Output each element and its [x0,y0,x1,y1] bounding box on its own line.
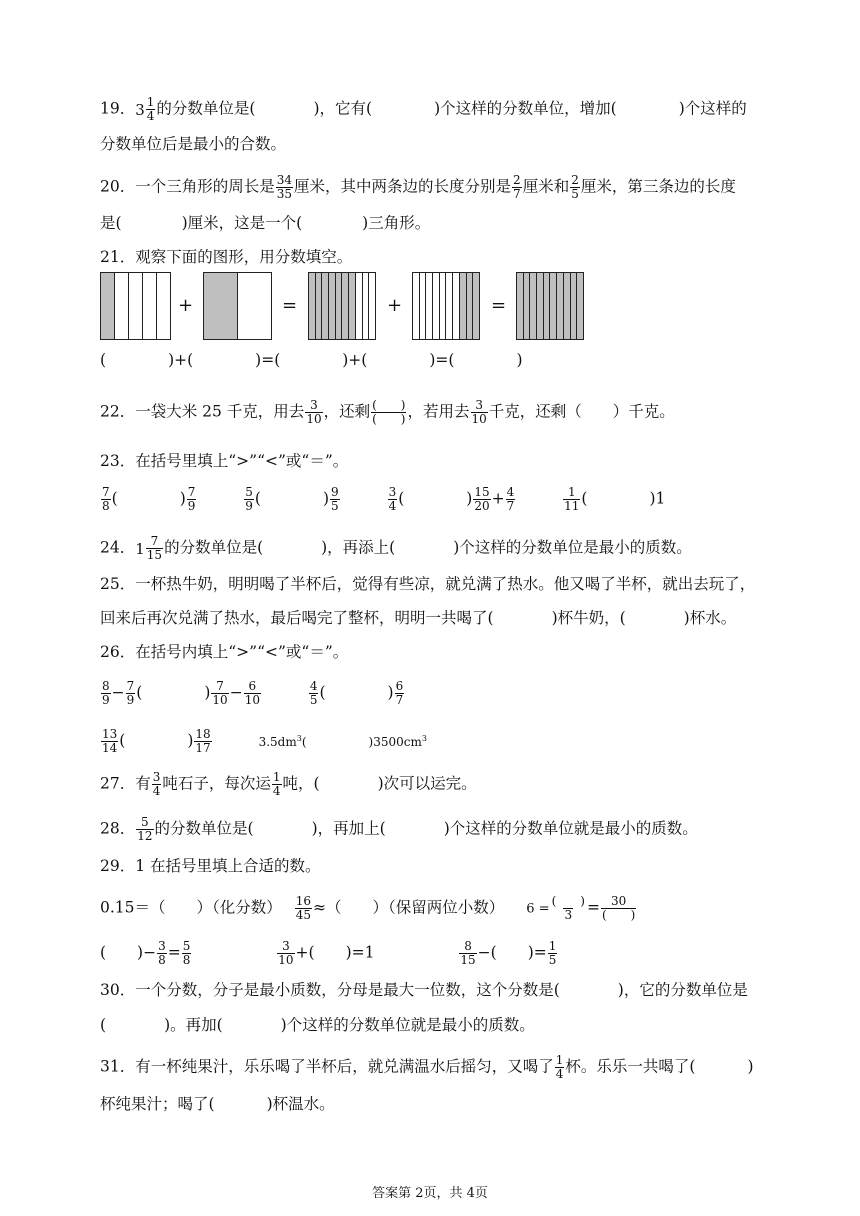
question-21: 21．观察下面的图形，用分数填空。 [100,248,353,266]
question-24: 24． 1 $\frac{7}{15}$ 的分数单位是( )，再添上( )个这样的分数单位是最小的质数。 [100,534,692,562]
question-26-row1: $\frac{8}{9}$ − $\frac{7}{9}$ ( ) $\frac{7}{10}$ − $\frac{6}{10}$ $\frac{4}{5}$ ( ) $\frac{6}{7}$ [102,679,404,707]
figure-whole [516,272,584,340]
equals-sign: = [491,295,507,316]
figure-tenths-three [412,272,480,340]
page-footer: 答案第 2页，共 4页 [372,1186,488,1201]
question-31-line2: 杯纯果汁；喝了( )杯温水。 [100,1095,335,1113]
question-25-line2: 回来后再次兑满了热水，最后喝完了整杯，明明一共喝了( )杯牛奶，( )杯水。 [100,609,737,627]
question-23-items: $\frac{7}{8}$ ( ) $\frac{7}{9}$ $\frac{5}{9}$ ( ) $\frac{9}{5}$ $\frac{3}{4}$ ( ) $\frac{15}{20}$ + $\frac{4}{7}$ $\frac{1}{11}$ ( )1 [102,485,666,513]
question-22: 22．一袋大米 25 千克，用去 $\frac{3}{10}$ ，还剩 $\frac{( )}{( )}$ ，若用去 $\frac{3}{10}$ 千克，还剩（ ）千克。 [100,398,675,426]
question-20-line2: 是( )厘米，这是一个( )三角形。 [100,214,431,232]
question-26: 26．在括号内填上“>”“<”或“＝”。 [100,643,349,661]
question-21-blanks: ( )+( )=( )+( )=( ) [100,351,523,369]
figure-tenths-seven [308,272,376,340]
question-29-row1: 0.15＝（ ）（化分数） $\frac{16}{45}$ ≈（ ）（保留两位小数） 6 = $\frac{( )}{3}$ = $\frac{30}{( )}$ [100,894,636,922]
question-29-row2: ( )− $\frac{3}{8}$ = $\frac{5}{8}$ $\frac{3}{10}$ +( )=1 $\frac{8}{15}$ −( )= $\frac{1}{5}$ [100,939,557,967]
figure-halves [203,272,272,340]
question-20: 20．一个三角形的周长是 $\frac{34}{35}$ 厘米，其中两条边的长度分别是 $\frac{2}{7}$ 厘米和 $\frac{2}{5}$ 厘米，第三条边的长度 [100,173,736,201]
question-26-row2: $\frac{13}{14}$ ( ) $\frac{18}{17}$ $3.5dm^3$( )$3500cm^3$ [102,727,427,755]
question-30: 30．一个分数，分子是最小质数，分母是最大一位数，这个分数是( )，它的分数单位是 [100,981,748,999]
question-30-line2: ( )。再加( )个这样的分数单位就是最小的质数。 [100,1016,535,1034]
plus-sign: + [178,295,194,316]
question-19-line2: 分数单位后是最小的合数。 [100,135,287,153]
blank-fraction[interactable]: $\frac{( )}{( )}$ [372,398,406,426]
plus-sign: + [387,295,403,316]
equals-sign: = [282,295,298,316]
question-27: 27．有 $\frac{3}{4}$ 吨石子，每次运 $\frac{1}{4}$ 吨，( )次可以运完。 [100,770,477,798]
question-25: 25．一杯热牛奶，明明喝了半杯后，觉得有些凉，就兑满了热水。他又喝了半杯，就出去玩了， [100,575,756,593]
question-28: 28． $\frac{5}{12}$ 的分数单位是( )，再加上( )个这样的分数单位就是最小的质数。 [100,815,698,843]
question-19: 19． 3 $\frac{1}{4}$ 的分数单位是( )，它有( )个这样的分数单位，增加( )个这样的 [100,95,747,123]
question-23: 23．在括号里填上“>”“<”或“＝”。 [100,452,349,470]
mixed-number: 3 $\frac{1}{4}$ [135,95,155,123]
question-31: 31．有一杯纯果汁，乐乐喝了半杯后，就兑满温水后摇匀，又喝了 $\frac{1}{4}$ 杯。乐乐一共喝了( ) [100,1053,754,1081]
figure-fifths [100,272,171,340]
question-29: 29．1 在括号里填上合适的数。 [100,857,321,875]
